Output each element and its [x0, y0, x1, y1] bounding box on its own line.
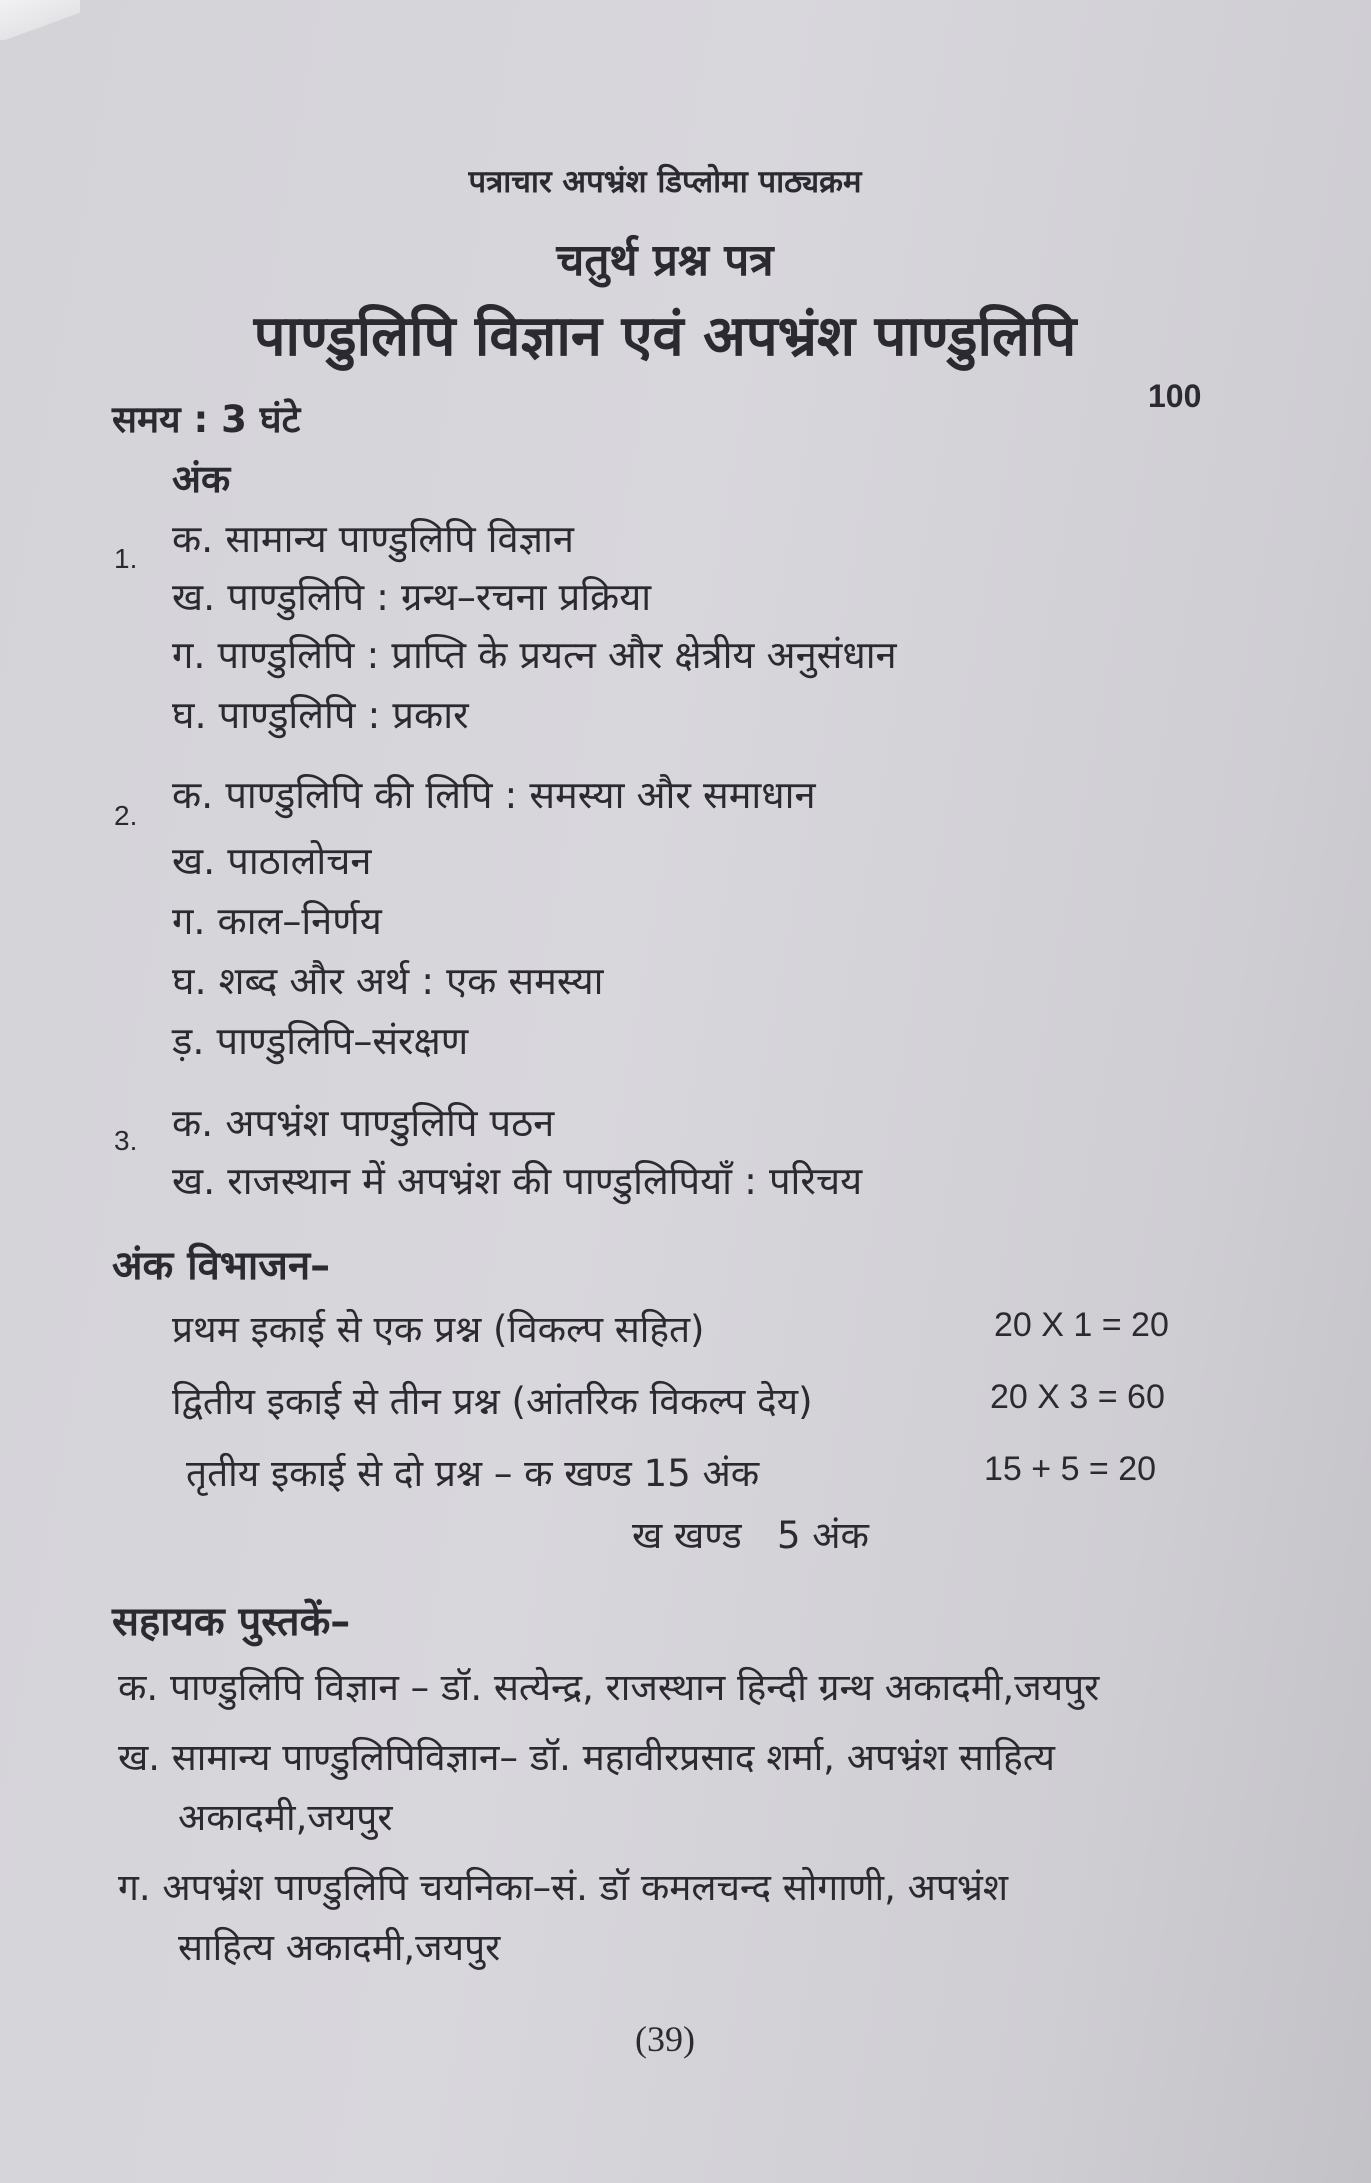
- reference-line: ख. सामान्य पाण्डुलिपिविज्ञान– डॉ. महावीरप्रसाद शर्मा, अपभ्रंश साहित्य: [118, 1736, 1055, 1779]
- total-marks: 100: [1148, 378, 1202, 414]
- unit-number: 1.: [114, 543, 138, 574]
- unit-item: ख. राजस्थान में अपभ्रंश की पाण्डुलिपियाँ : परिचय: [172, 1159, 863, 1203]
- distribution-heading: अंक विभाजन–: [112, 1243, 331, 1289]
- unit-item: क. पाण्डुलिपि की लिपि : समस्या और समाधान: [172, 773, 816, 817]
- unit-number: 2.: [114, 800, 138, 831]
- distribution-row-calc: 20 X 1 = 20: [994, 1306, 1169, 1344]
- folded-corner: [0, 0, 80, 40]
- unit-item: क. सामान्य पाण्डुलिपि विज्ञान: [172, 517, 574, 561]
- reference-line-continued: साहित्य अकादमी,जयपुर: [178, 1926, 501, 1969]
- course-name: पत्राचार अपभ्रंश डिप्लोमा पाठ्यक्रम: [468, 164, 862, 200]
- distribution-row-text: प्रथम इकाई से एक प्रश्न (विकल्प सहित): [172, 1308, 705, 1351]
- page-number: (39): [635, 2019, 695, 2059]
- unit-item: ड़. पाण्डुलिपि–संरक्षण: [172, 1019, 469, 1063]
- reference-line-continued: अकादमी,जयपुर: [178, 1796, 393, 1839]
- paper-number: चतुर्थ प्रश्न पत्र: [556, 235, 774, 286]
- distribution-row-text: तृतीय इकाई से दो प्रश्न – क खण्ड 15 अंक: [186, 1452, 760, 1495]
- unit-item: ग. पाण्डुलिपि : प्राप्ति के प्रयत्न और क्षेत्रीय अनुसंधान: [172, 633, 897, 677]
- reference-line: क. पाण्डुलिपि विज्ञान – डॉ. सत्येन्द्र, राजस्थान हिन्दी ग्रन्थ अकादमी,जयपुर: [118, 1666, 1100, 1709]
- marks-label: अंक: [172, 457, 231, 501]
- unit-item: घ. पाण्डुलिपि : प्रकार: [172, 693, 469, 737]
- distribution-row-text: द्वितीय इकाई से तीन प्रश्न (आंतरिक विकल्प देय): [172, 1380, 813, 1423]
- unit-item: घ. शब्द और अर्थ : एक समस्या: [172, 959, 604, 1003]
- unit-item: ख. पाठालोचन: [172, 839, 372, 883]
- references-heading: सहायक पुस्तकें–: [112, 1599, 351, 1645]
- unit-item: क. अपभ्रंश पाण्डुलिपि पठन: [172, 1101, 555, 1145]
- paper-title: पाण्डुलिपि विज्ञान एवं अपभ्रंश पाण्डुलिपि: [253, 304, 1077, 369]
- distribution-extra-line: ख खण्ड 5 अंक: [632, 1514, 869, 1557]
- reference-line: ग. अपभ्रंश पाण्डुलिपि चयनिका–सं. डॉ कमलचन्द सोगाणी, अपभ्रंश: [118, 1866, 1009, 1909]
- unit-item: ग. काल–निर्णय: [172, 899, 382, 943]
- unit-item: ख. पाण्डुलिपि : ग्रन्थ–रचना प्रक्रिया: [172, 575, 652, 619]
- distribution-row-calc: 15 + 5 = 20: [984, 1450, 1157, 1488]
- exam-time: समय : 3 घंटे: [112, 398, 301, 441]
- distribution-row-calc: 20 X 3 = 60: [990, 1378, 1165, 1416]
- unit-number: 3.: [114, 1125, 138, 1156]
